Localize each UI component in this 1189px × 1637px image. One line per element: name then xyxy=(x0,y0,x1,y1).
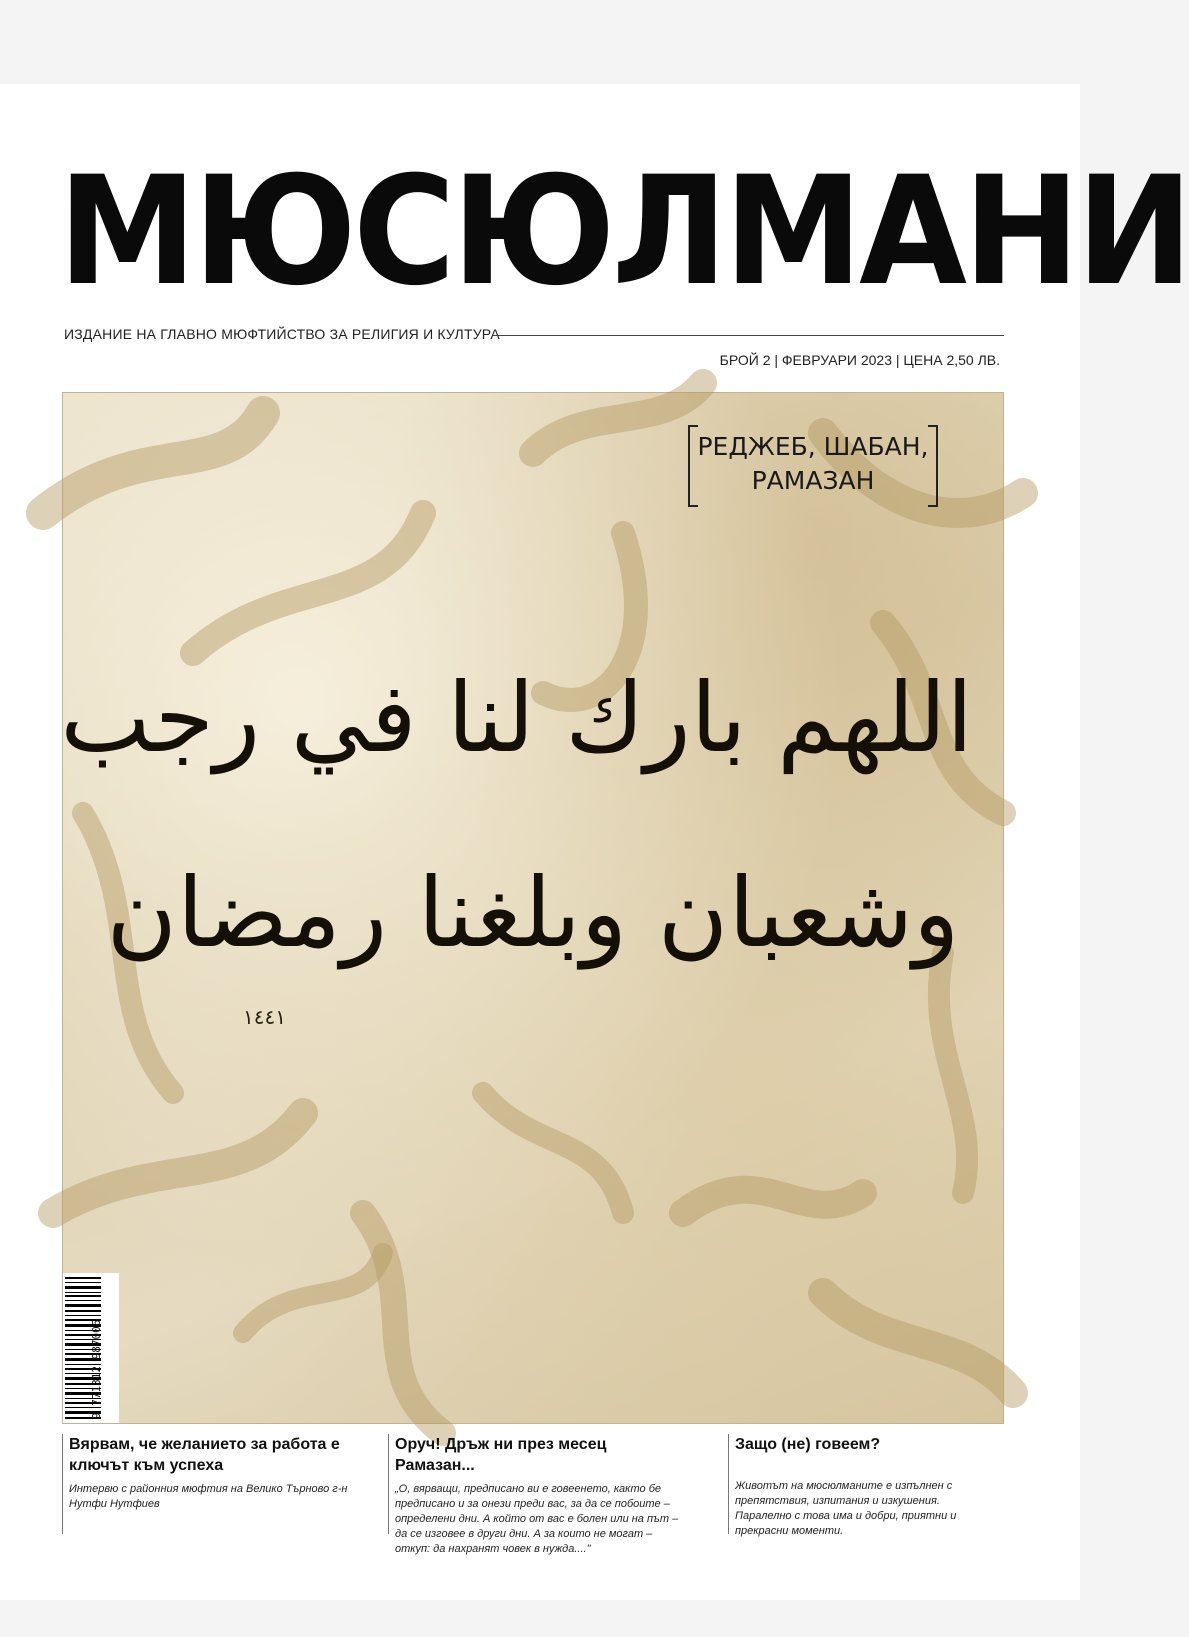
barcode-digits: 9 771312 987006 xyxy=(90,1319,103,1419)
teaser-interview[interactable] xyxy=(62,1434,357,1534)
calligraphy-year: ١٤٤١ xyxy=(243,1005,286,1029)
cover-artwork xyxy=(62,392,1004,1424)
teaser-text: „О, вярващи, предписано ви е говеенето, както бе предписано и за онези преди вас, за да се побоите – определени дни. А който от вас е болен или на път – да се изговее в други дни. А за които не могат – откуп: да нахранят човек в нужда...." xyxy=(395,1483,679,1555)
cover-teasers xyxy=(62,1434,1002,1584)
cover-topic-line-1: РЕДЖЕБ, ШАБАН, xyxy=(697,432,929,461)
cover-topic-box xyxy=(688,425,938,503)
magazine-title: МЮСЮЛМАНИ xyxy=(58,145,1189,319)
arabic-calligraphy-line-1: اللهم بارك لنا في رجب xyxy=(60,662,973,774)
bracket-left xyxy=(688,425,698,507)
tagline-divider xyxy=(492,335,1004,336)
teaser-title: Вярвам, че желанието за работа е ключът към успеха xyxy=(69,1436,340,1474)
arabic-calligraphy-line-2: وشعبان وبلغنا رمضان xyxy=(106,857,960,969)
teaser-ramadan[interactable] xyxy=(388,1434,685,1555)
cover-topic-line-2: РАМАЗАН xyxy=(751,466,875,495)
teaser-fasting[interactable] xyxy=(728,1434,995,1537)
teaser-text: Интервю с районния мюфтия на Велико Търново г-н Нутфи Нутфиев xyxy=(69,1483,348,1510)
teaser-title: Оруч! Дръж ни през месец Рамазан... xyxy=(395,1436,607,1474)
issue-info: БРОЙ 2 | ФЕВРУАРИ 2023 | ЦЕНА 2,50 ЛВ. xyxy=(719,352,1000,368)
bracket-right xyxy=(928,425,938,507)
barcode xyxy=(63,1273,119,1423)
magazine-cover-page xyxy=(0,84,1189,1600)
teaser-title: Защо (не) говеем? xyxy=(735,1436,881,1453)
teaser-text: Животът на мюсюлманите е изпълнен с препятствия, изпитания и изкушения. Паралелно с това има и добри, приятни и прекрасни моменти. xyxy=(735,1480,957,1537)
tagline: ИЗДАНИЕ НА ГЛАВНО МЮФТИЙСТВО ЗА РЕЛИГИЯ И КУЛТУРА xyxy=(64,326,500,342)
